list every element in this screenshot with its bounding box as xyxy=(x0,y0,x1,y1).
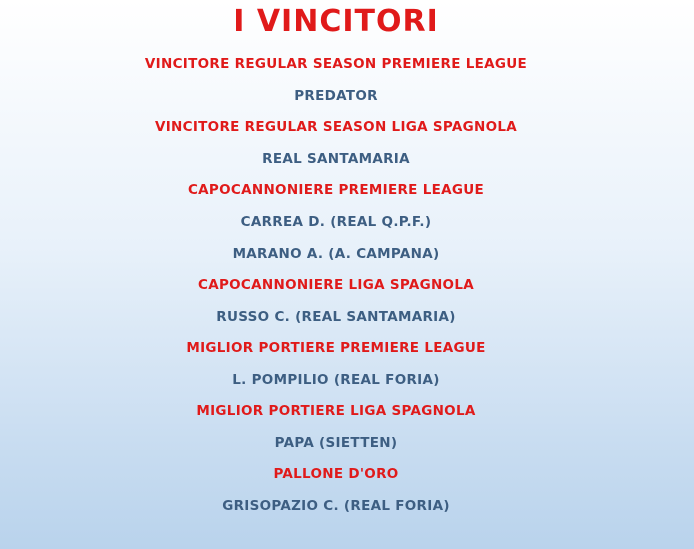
award-winner: MARANO A. (A. CAMPANA) xyxy=(232,246,440,262)
award-heading: CAPOCANNONIERE LIGA SPAGNOLA xyxy=(197,277,474,293)
award-winner: RUSSO C. (REAL SANTAMARIA) xyxy=(216,309,456,325)
award-heading: MIGLIOR PORTIERE PREMIERE LEAGUE xyxy=(186,340,486,356)
award-winner: L. POMPILIO (REAL FORIA) xyxy=(232,372,440,388)
award-winner: CARREA D. (REAL Q.P.F.) xyxy=(240,214,432,230)
page-title: I VINCITORI xyxy=(233,4,439,39)
award-heading: MIGLIOR PORTIERE LIGA SPAGNOLA xyxy=(196,403,476,419)
award-heading: VINCITORE REGULAR SEASON PREMIERE LEAGUE xyxy=(144,56,528,72)
award-winner: PREDATOR xyxy=(294,88,378,104)
award-heading: VINCITORE REGULAR SEASON LIGA SPAGNOLA xyxy=(154,119,518,135)
award-heading: PALLONE D'ORO xyxy=(273,466,399,482)
award-winner: GRISOPAZIO C. (REAL FORIA) xyxy=(222,498,450,514)
award-winner: REAL SANTAMARIA xyxy=(262,151,410,167)
award-heading: CAPOCANNONIERE PREMIERE LEAGUE xyxy=(187,182,485,198)
award-winner: PAPA (SIETTEN) xyxy=(274,435,398,451)
